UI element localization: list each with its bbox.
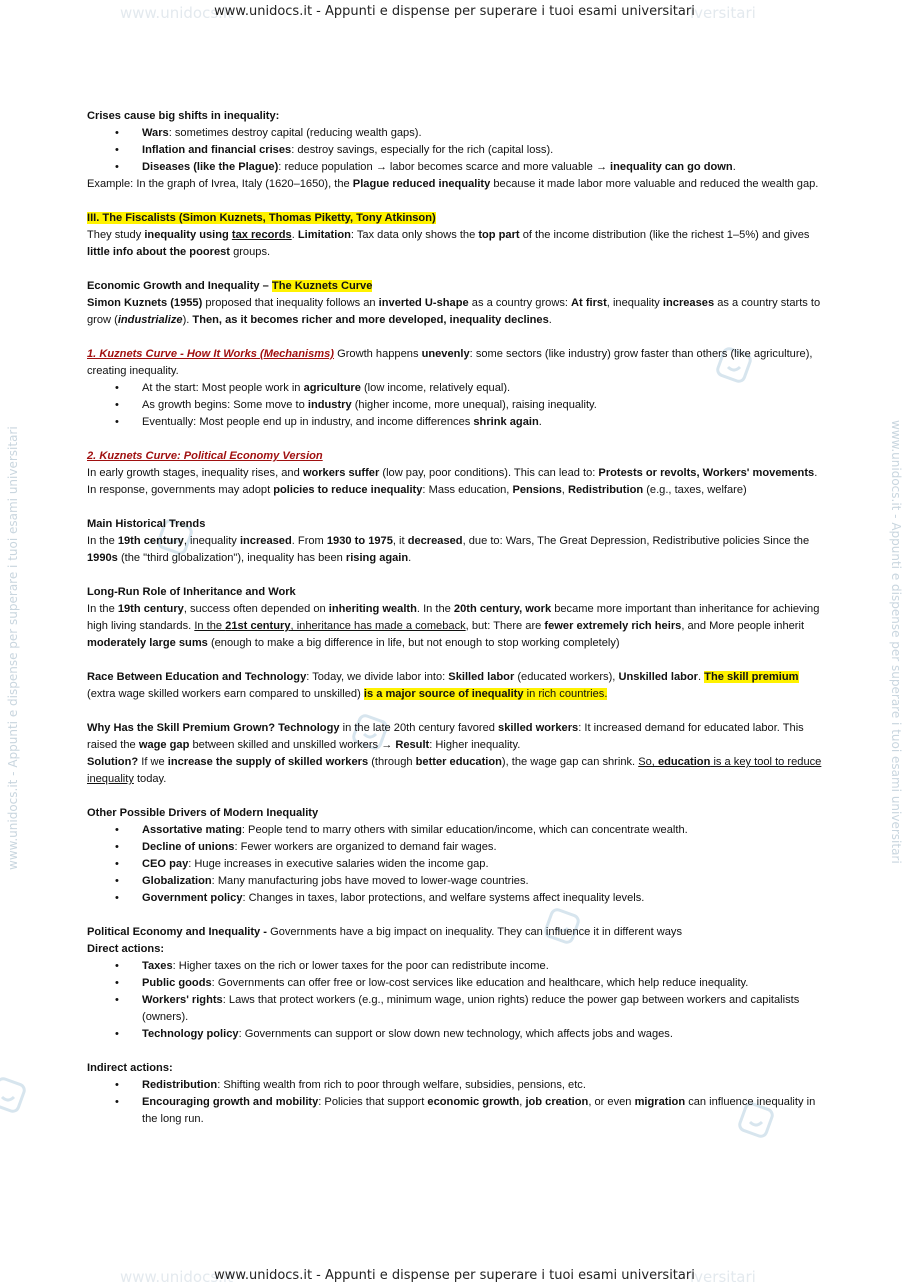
kuznets-heading: Economic Growth and Inequality – The Kuznets Curve xyxy=(87,280,373,292)
kuznets-paragraph: Simon Kuznets (1955) proposed that inequality follows an inverted U-shape as a country grows: At first, inequality increases as a country starts to grow (industrialize). Then, as it becomes richer and more developed, inequality declines. xyxy=(87,297,821,326)
indirect-actions-list xyxy=(87,1077,822,1128)
inheritance-paragraph: In the 19th century, success often depended on inheriting wealth. In the 20th century, work became more important than inheritance for achieving high living standards. In the 21st century, inheritance has made a comeback, but: There are fewer extremely rich heirs, and More people inherit moderately large sums (enough to make a big difference in life, but not enough to stop working completely) xyxy=(87,603,820,649)
list-item: • At the start: Most people work in agriculture (low income, relatively equal). xyxy=(142,380,822,397)
direct-actions-list xyxy=(87,958,822,1043)
fiscalists-heading: III. The Fiscalists (Simon Kuznets, Thomas Piketty, Tony Atkinson) xyxy=(87,212,436,224)
list-item: • Encouraging growth and mobility: Policies that support economic growth, job creation, or even migration can influence inequality in the long run. xyxy=(142,1094,822,1128)
crises-heading: Crises cause big shifts in inequality: xyxy=(87,110,280,122)
list-item: • Redistribution: Shifting wealth from rich to poor through welfare, subsidies, pensions, etc. xyxy=(142,1077,822,1094)
watermark-ghost-bottom-right: iversitari xyxy=(690,1268,756,1286)
list-item: • Eventually: Most people end up in industry, and income differences shrink again. xyxy=(142,414,822,431)
mechanisms-paragraph: 1. Kuznets Curve - How It Works (Mechanisms) Growth happens unevenly: some sectors (like industry) grow faster than others (like agriculture), creating inequality. xyxy=(87,348,813,377)
direct-actions-heading: Direct actions: xyxy=(87,943,165,955)
list-item: • Government policy: Changes in taxes, labor protections, and welfare systems affect inequality levels. xyxy=(142,890,822,907)
trends-heading: Main Historical Trends xyxy=(87,518,206,530)
list-item: • Inflation and financial crises: destroy savings, especially for the rich (capital loss). xyxy=(142,142,822,159)
solution-paragraph: Solution? If we increase the supply of skilled workers (through better education), the wage gap can shrink. So, education is a key tool to reduce inequality today. xyxy=(87,756,822,785)
skill-premium-paragraph: Why Has the Skill Premium Grown? Technology in the late 20th century favored skilled workers: It increased demand for educated labor. This raised the wage gap between skilled and unskilled workers → Result: Higher inequality. xyxy=(87,722,804,751)
indirect-actions-heading: Indirect actions: xyxy=(87,1062,173,1074)
political-version-paragraph: In early growth stages, inequality rises, and workers suffer (low pay, poor conditions). This can lead to: Protests or revolts, Workers' movements. In response, governments may adopt policies to reduce inequality: Mass education, Pensions, Redistribution (e.g., taxes, welfare) xyxy=(87,467,818,496)
political-economy-intro: Political Economy and Inequality - Governments have a big impact on inequality. They can influence it in different ways xyxy=(87,926,683,938)
watermark-ghost-top: www.unidocs.it xyxy=(120,4,233,22)
crises-example: Example: In the graph of Ivrea, Italy (1620–1650), the Plague reduced inequality because it made labor more valuable and reduced the wealth gap. xyxy=(87,178,819,190)
drivers-heading: Other Possible Drivers of Modern Inequality xyxy=(87,807,319,819)
list-item: • Decline of unions: Fewer workers are organized to demand fair wages. xyxy=(142,839,822,856)
list-item: • Public goods: Governments can offer free or low-cost services like education and healthcare, which help reduce inequality. xyxy=(142,975,822,992)
list-item: • Wars: sometimes destroy capital (reducing wealth gaps). xyxy=(142,125,822,142)
document-body xyxy=(87,108,822,1128)
watermark-side-left: www.unidocs.it - Appunti e dispense per superare i tuoi esami universitari xyxy=(6,426,20,870)
trends-paragraph: In the 19th century, inequality increased. From 1930 to 1975, it decreased, due to: Wars, The Great Depression, Redistributive policies Since the 1990s (the "third globalization"), inequality has been rising again. xyxy=(87,535,810,564)
list-item: • Workers' rights: Laws that protect workers (e.g., minimum wage, union rights) reduce the power gap between workers and capitalists (owners). xyxy=(142,992,822,1026)
list-item: • Globalization: Many manufacturing jobs have moved to lower-wage countries. xyxy=(142,873,822,890)
list-item: • Taxes: Higher taxes on the rich or lower taxes for the poor can redistribute income. xyxy=(142,958,822,975)
watermark-footer: www.unidocs.it - Appunti e dispense per superare i tuoi esami universitari xyxy=(214,1268,695,1283)
list-item: • Assortative mating: People tend to marry others with similar education/income, which can concentrate wealth. xyxy=(142,822,822,839)
watermark-side-right: www.unidocs.it - Appunti e dispense per superare i tuoi esami universitari xyxy=(889,420,903,864)
fiscalists-paragraph: They study inequality using tax records. Limitation: Tax data only shows the top part of the income distribution (like the richest 1–5%) and gives little info about the poorest groups. xyxy=(87,229,810,258)
list-item: • CEO pay: Huge increases in executive salaries widen the income gap. xyxy=(142,856,822,873)
list-item: • As growth begins: Some move to industry (higher income, more unequal), raising inequality. xyxy=(142,397,822,414)
watermark-ghost-top-right: iversitari xyxy=(690,4,756,22)
crises-list xyxy=(87,125,822,176)
watermark-ghost-bottom: www.unidocs.it xyxy=(120,1268,233,1286)
watermark-header: www.unidocs.it - Appunti e dispense per superare i tuoi esami universitari xyxy=(214,4,695,19)
political-version-title: 2. Kuznets Curve: Political Economy Version xyxy=(87,450,323,462)
drivers-list xyxy=(87,822,822,907)
unidocs-logo-icon xyxy=(0,1075,28,1115)
list-item: • Technology policy: Governments can support or slow down new technology, which affects jobs and wages. xyxy=(142,1026,822,1043)
mechanisms-list xyxy=(87,380,822,431)
inheritance-heading: Long-Run Role of Inheritance and Work xyxy=(87,586,296,598)
list-item: • Diseases (like the Plague): reduce population → labor becomes scarce and more valuable → inequality can go down. xyxy=(142,159,822,176)
race-paragraph: Race Between Education and Technology: Today, we divide labor into: Skilled labor (educated workers), Unskilled labor. The skill premium (extra wage skilled workers earn compared to unskilled) is a major source of inequality in rich countries. xyxy=(87,671,799,700)
